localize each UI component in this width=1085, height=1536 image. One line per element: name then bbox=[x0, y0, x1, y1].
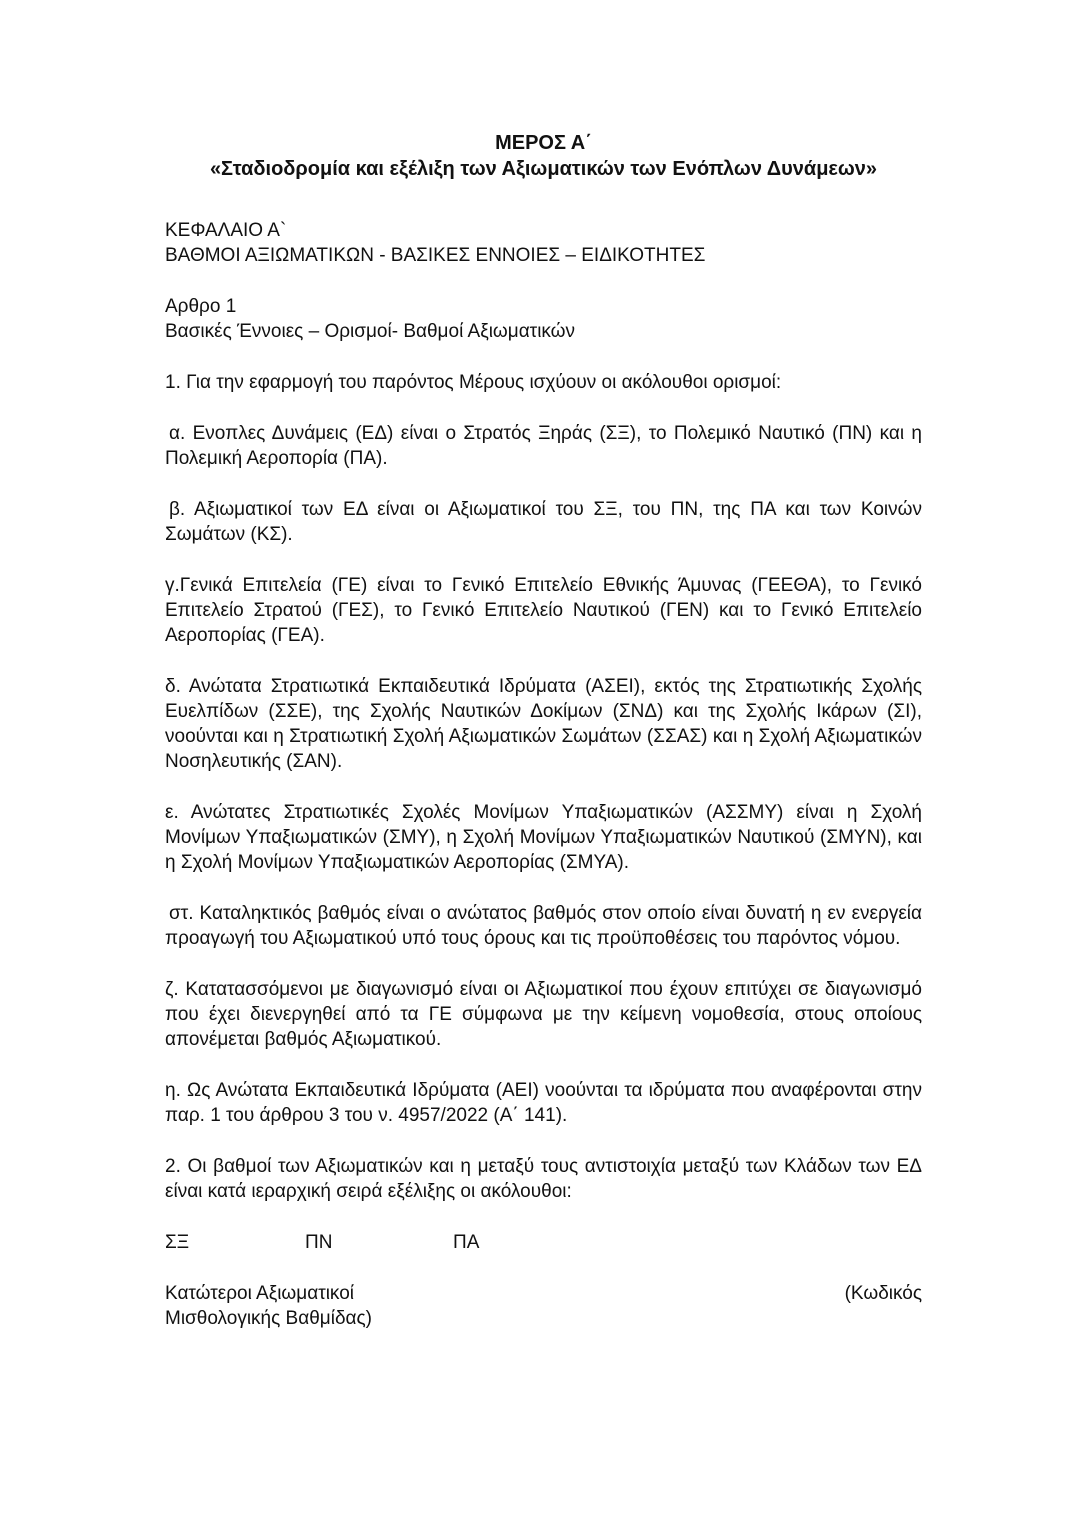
definition-alpha: α. Ενοπλες Δυνάμεις (ΕΔ) είναι ο Στρατός Ξηράς (ΣΞ), το Πολεμικό Ναυτικό (ΠΝ) και η Πολεμική Αεροπορία (ΠΑ). bbox=[165, 423, 922, 469]
branch-headers bbox=[165, 1230, 922, 1255]
part-title: ΜΕΡΟΣ Α΄ bbox=[495, 132, 592, 154]
rank-table-header bbox=[165, 1281, 922, 1331]
definition-gamma: γ.Γενικά Επιτελεία (ΓΕ) είναι το Γενικό Επιτελείο Εθνικής Άμυνας (ΓΕΕΘΑ), το Γενικό Επιτελείο Στρατού (ΓΕΣ), το Γενικό Επιτελείο Ναυτικού (ΓΕΝ) και το Γενικό Επιτελείο Αεροπορίας (ΓΕΑ). bbox=[165, 575, 922, 646]
chapter-title: ΒΑΘΜΟΙ ΑΞΙΩΜΑΤΙΚΩΝ - ΒΑΣΙΚΕΣ ΕΝΝΟΙΕΣ – ΕΙΔΙΚΟΤΗΤΕΣ bbox=[165, 245, 706, 266]
branch-army: ΣΞ bbox=[165, 1232, 190, 1253]
chapter-label: ΚΕΦΑΛΑΙΟ Α` bbox=[165, 220, 287, 241]
rank-category bbox=[165, 1281, 372, 1331]
article-title: Βασικές Έννοιες – Ορισμοί- Βαθμοί Αξιωματικών bbox=[165, 321, 576, 342]
definition-zeta: ζ. Κατατασσόμενοι με διαγωνισμό είναι οι Αξιωματικοί που έχουν επιτύχει σε διαγωνισμό που έχει διενεργηθεί από τα ΓΕ σύμφωνα με την κείμενη νομοθεσία, στους οποίους απονέμεται βαθμός Αξιωματικού. bbox=[165, 979, 922, 1050]
definition-stigma: στ. Καταληκτικός βαθμός είναι ο ανώτατος βαθμός στον οποίο είναι δυνατή η εν ενεργεία προαγωγή του Αξιωματικού υπό τους όρους και τις προϋποθέσεις του παρόντος νόμου. bbox=[165, 903, 922, 949]
paragraph-1-intro: 1. Για την εφαρμογή του παρόντος Μέρους ισχύουν οι ακόλουθοι ορισμοί: bbox=[165, 372, 782, 393]
paragraph-2-intro: 2. Οι βαθμοί των Αξιωματικών και η μεταξύ τους αντιστοιχία μεταξύ των Κλάδων των ΕΔ είναι κατά ιεραρχική σειρά εξέλιξης οι ακόλουθοι: bbox=[165, 1156, 922, 1202]
definition-eta: η. Ως Ανώτατα Εκπαιδευτικά Ιδρύματα (ΑΕΙ) νοούνται τα ιδρύματα που αναφέρονται στην παρ. 1 του άρθρου 3 του ν. 4957/2022 (Α΄ 141). bbox=[165, 1080, 922, 1126]
definition-epsilon: ε. Ανώτατες Στρατιωτικές Σχολές Μονίμων Υπαξιωματικών (ΑΣΣΜΥ) είναι η Σχολή Μονίμων Υπαξιωματικών (ΣΜΥ), η Σχολή Μονίμων Υπαξιωματικών Ναυτικού (ΣΜΥΝ), και η Σχολή Μονίμων Υπαξιωματικών Αεροπορίας (ΣΜΥΑ). bbox=[165, 802, 922, 873]
part-subtitle: «Σταδιοδρομία και εξέλιξη των Αξιωματικών των Ενόπλων Δυνάμεων» bbox=[209, 158, 878, 180]
branch-navy: ΠΝ bbox=[305, 1232, 333, 1253]
article-label: Αρθρο 1 bbox=[165, 296, 237, 317]
code-column-label: (Κωδικός bbox=[844, 1283, 922, 1304]
rank-category-line-1: Κατώτεροι Αξιωματικοί bbox=[165, 1283, 354, 1304]
definition-beta: β. Αξιωματικοί των ΕΔ είναι οι Αξιωματικοί του ΣΞ, του ΠΝ, της ΠΑ και των Κοινών Σωμάτων (ΚΣ). bbox=[165, 499, 922, 545]
definition-delta: δ. Ανώτατα Στρατιωτικά Εκπαιδευτικά Ιδρύματα (ΑΣΕΙ), εκτός της Στρατιωτικής Σχολής Ευελπίδων (ΣΣΕ), της Σχολής Ναυτικών Δοκίμων (ΣΝΔ) και της Σχολής Ικάρων (ΣΙ), νοούνται και η Στρατιωτική Σχολή Αξιωματικών Σωμάτων (ΣΣΑΣ) και η Σχολή Αξιωματικών Νοσηλευτικής (ΣΑΝ). bbox=[165, 676, 922, 772]
document-body bbox=[165, 130, 922, 1331]
rank-category-line-2: Μισθολογικής Βαθμίδας) bbox=[165, 1308, 372, 1329]
branch-air-force: ΠΑ bbox=[453, 1232, 480, 1253]
